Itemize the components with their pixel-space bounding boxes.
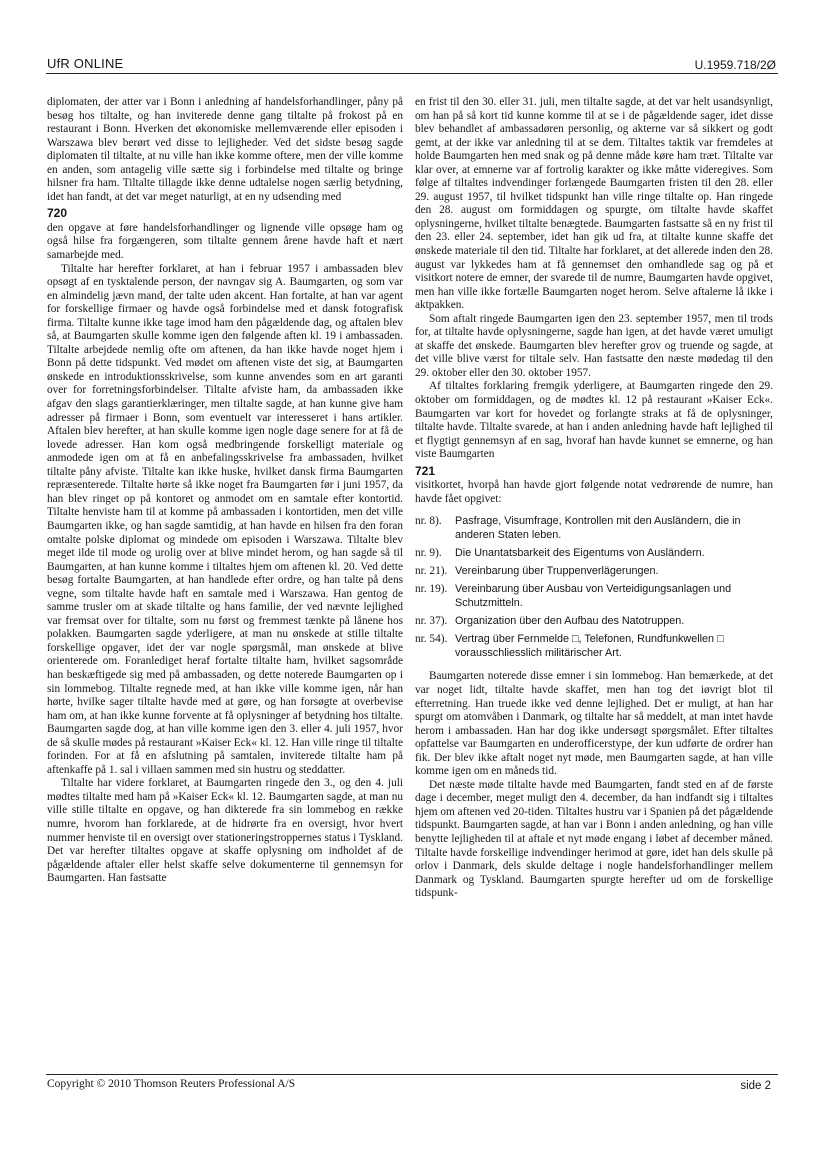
page-marker: 721 (415, 463, 436, 478)
paragraph: Af tiltaltes forklaring fremgik yderligere, at Baumgarten ringede den 29. oktober om formiddagen, og de mødtes kl. 12 på restaurant »Kaiser Eck«. Baumgarten var kort for hovedet og forlangte straks at få de oplysninger, tiltalte havde. Tiltalte svarede, at han i anden anledning havde haft lejlighed til et flygtigt gennemsyn af en sag, hvoraf han havde kunnet se emnerne, og han viste Baumgarten (415, 380, 773, 461)
paragraph: en frist til den 30. eller 31. juli, men tiltalte sagde, at det var helt usandsynligt, om han på så kort tid kunne komme til at se i de pågældende sager, idet disse blev behandlet af ambassadøren personlig, og akterne var så sikkert og godt gemt, at der ikke var anledning til at se dem. Tiltaltes taktik var fremdeles at holde Baumgarten hen med snak og på denne måde køre ham træt. Tiltalte var klar over, at emnerne var af fortrolig karakter og ikke måtte videregives. Som følge af tiltaltes indvendinger forlængede Baumgarten fristen til den 28. eller 29. august 1957, til hvilket tidspunkt han ville ringe tiltalte op. Han ringede den 28. august om formiddagen og spurgte, om tiltalte havde skaffet oplysningerne, hvilket tiltalte benægtede. Baumgarten fastsatte så en ny frist til den 23. eller 24. september, idet han gik ud fra, at tiltalte kunne skaffe det ønskede materiale til den tid. Tiltalte har forklaret, at det allerede inden den 28. august var lykkedes ham at få gennemset den omhandlede sag og på et visitkort notere de emner, der svarede til de numre, Baumgarten havde opgivet, men han ville ikke fortælle Baumgarten noget herom. Selve aftalerne lå ikke i aktpakken. (415, 96, 773, 312)
paragraph: diplomaten, der atter var i Bonn i anledning af handelsforhandlinger, påny på besøg hos tiltalte, og han inviterede denne gang tiltalte på frokost på en restaurant i Bonn. Hverken det økonomiske mellemværende eller episoden i Warszawa blev berørt ved disse to lejligheder. Ved det sidste besøg sagde diplomaten til tiltalte, at nu ville han ikke komme oftere, men der ville komme en anden, som antagelig ville sætte sig i forbindelse med tiltalte og bringe hilsner fra ham. Tiltalte tillagde ikke denne udtalelse nogen særlig betydning, idet han fandt, at det var meget naturligt, at en ny udsending med (47, 96, 403, 203)
copyright-notice: Copyright © 2010 Thomson Reuters Professional A/S (47, 1078, 296, 1090)
paragraph: Tiltalte har videre forklaret, at Baumgarten ringede den 3., og den 4. juli mødtes tiltalte med ham på »Kaiser Eck« kl. 12. Baumgarten sagde, at man nu ville stille tiltalte en opgave, og han dikterede fra sin lommebog en række numre, hvorom han forklarede, at de hidrørte fra en oversigt, hvor hvert nummer henviste til en oversigt over stationeringstroppernes status i Tyskland. Det var herefter tiltaltes opgave at skaffe oplysning om indholdet af de pågældende aftaler eller helst skaffe selve dokumenterne til gennemsyn for Baumgarten. Han fastsatte (47, 777, 403, 885)
paragraph: visitkortet, hvorpå han havde gjort følgende notat vedrørende de numre, han havde fået opgivet: (415, 479, 773, 505)
paragraph: Som aftalt ringede Baumgarten igen den 23. september 1957, men til trods for, at tiltalte havde oplysningerne, sagde han igen, at det havde været umuligt at skaffe det ønskede. Baumgarten blev herefter grov og truende og sagde, at det ville blive værst for tiltale selv. Han fastsatte den næste mødedag til den 29. oktober eller den 30. oktober 1957. (415, 312, 773, 379)
item-number: nr. 54). (415, 633, 448, 646)
item-number: nr. 37). (415, 615, 448, 628)
list-item (415, 614, 773, 628)
publication-name: UfR ONLINE (47, 56, 124, 71)
list-item (415, 514, 773, 542)
page-marker: 720 (47, 206, 68, 221)
item-text: Organization über den Aufbau des Natotruppen. (455, 615, 685, 628)
item-text: Die Unantatsbarkeit des Eigentums von Ausländern. (455, 547, 705, 560)
list-item (415, 564, 773, 578)
list-item (415, 632, 773, 660)
numbered-list (415, 514, 773, 660)
list-item (415, 582, 773, 610)
item-number: nr. 8). (415, 515, 442, 528)
item-text: Vereinbarung über Truppenverlägerungen. (455, 565, 659, 578)
right-column (415, 96, 773, 901)
footer-rule (46, 1074, 778, 1075)
item-number: nr. 19). (415, 583, 448, 596)
item-text: Vertrag über Fernmelde □, Telefonen, Rundfunkwellen □ vorausschliesslich militärischer Art. (455, 633, 724, 660)
paragraph: Det næste møde tiltalte havde med Baumgarten, fandt sted en af de første dage i december, meget muligt den 4. december, da han indfandt sig i tiltaltes hjem om aftenen ved 20-tiden. Tiltaltes hustru var i Spanien på det pågældende tidspunkt. Baumgarten sagde, at han var i Bonn i anden anledning, og han ville benytte lejligheden til at aftale et nyt møde engang i løbet af december måned. Tiltalte havde forskellige indvendinger herimod at gøre, idet han dels skulle på orlov i Danmark, dels skulde deltage i nogle handelsforhandlinger mellem Danmark og Tyskland. Baumgarten spurgte herefter ud om de forskellige tidspunk- (415, 778, 773, 900)
list-item (415, 546, 773, 560)
item-text: Vereinbarung über Ausbau von Verteidigungsanlagen und Schutzmitteln. (455, 583, 732, 610)
paragraph: den opgave at føre handelsforhandlinger og lignende ville opsøge ham og også hilse fra forgængeren, som tiltalte gennem årene havde haft et nært samarbejde med. (47, 221, 403, 262)
document-reference: U.1959.718/2Ø (694, 58, 776, 72)
page-number: side 2 (740, 1080, 771, 1092)
item-number: nr. 21). (415, 565, 448, 578)
paragraph: Tiltalte har herefter forklaret, at han i februar 1957 i ambassaden blev opsøgt af en tysktalende person, der navngav sig A. Baumgarten, og som var en almindelig jævn mand, der talte uden akcent. Han fortalte, at han var agent for forskellige firmaer og havde også forbindelse med et dansk fotografisk firma. Tiltalte kunne ikke tage imod ham den pågældende dag, og aftalen blev så, at Baumgarten skulle komme igen den følgende aften kl. 19 i ambassaden. Tiltalte arbejdede nemlig ofte om aftenen, da han ikke havde noget hjem i Bonn på dette tidspunkt. Ved mødet om aftenen viste det sig, at Baumgarten ønskede en introduktionsskrivelse, som kunne anvendes som en art garanti over for forretningsforbindelser. Tiltalte afviste ham, da ambassaden ikke afgav den slags garantierklæringer, men tiltalte sagde, at han kunne give ham adresser på firmaer i Bonn, som eventuelt var interesseret i hans artikler. Aftalen blev herefter, at han skulle komme igen nogle dage senere for at få de lovede adresser. Han kom også medbringende forskelligt materiale og anmodede igen om at få en anbefalingsskrivelse fra ambassaden, hvilket tiltalte påny afviste. Tiltalte kan ikke huske, hvilket dansk firma Baumgarten repræsenterede. Tiltalte hørte så ikke noget fra Baumgarten før i juni 1957, da han blev ringet op på kontoret og anmodet om en samtale efter kontortid. Tiltalte henviste ham til at komme på ambassaden i kontortiden, men det ville Baumgarten ikke, og han sagde samtidig, at han havde en hilsen fra den foran omtalte polske diplomat og mindede om episoden i Warszawa. Tiltalte blev meget ilde til mode og urolig over at blive mindet herom, og han sagde så til Baumgarten, at han kunne komme i tiltaltes hjem om aftenen kl. 20. Ved dette besøg fortalte Baumgarten, at han handlede efter ordre, og han talte på dens vegne, som tiltalte havde haft en samtale med i Warszawa. Han gentog de samme trusler om at skade tiltalte og hans familie, der ved nævnte lejlighed var fremsat over for tiltalte, som nu først og fremmest tænkte på lånene hos polakken. Baumgarten sagde yderligere, at man nu ønskede at stille tiltalte forskellige opgaver, idet der var nogle spørgsmål, man ønskede at blive orienterede om. Foranlediget heraf fortalte tiltalte ham, hvilket sagsområde han beskæftigede sig med på ambassaden, og dette noterede Baumgarten op i sin lommebog. Tiltalte regnede med, at han ikke ville komme igen, når han hørte, hvilke sager tiltalte havde med at gøre, og han forsøgte at overbevise ham om, at han ikke kunne forvente at få oplysninger af betydning hos tiltalte. Baumgarten sagde dog, at han ville komme igen den 3. eller 4. juli 1957, hvor de så skulle mødes på restaurant »Kaiser Eck« kl. 12. Han ville ringe til tiltalte forinden. For at få en afslutning på samtalen, inviterede tiltalte ham på aftenkaffe på 1. sal i villaen sammen med sin hustru og steddatter. (47, 262, 403, 776)
paragraph: Baumgarten noterede disse emner i sin lommebog. Han bemærkede, at det var noget lidt, tiltalte havde skaffet, men han tog det iøvrigt blot til efterretning. Han truede ikke ved denne lejlighed. Det er muligt, at han har spurgt om atomvåben i Danmark, og tiltalte har så meddelt, at man intet havde herom i ambassaden. Han har dog ikke undersøgt spørgsmålet. Efter tiltaltes opfattelse var Baumgarten en underofficerstype, der kun udførte de ordrer han fik. Der blev ikke aftalt noget nyt møde, men Baumgarten sagde, at han ville komme igen om en måneds tid. (415, 670, 773, 778)
item-number: nr. 9). (415, 547, 442, 560)
header-rule (46, 73, 778, 74)
item-text: Pasfrage, Visumfrage, Kontrollen mit den Ausländern, die in anderen Staten leben. (455, 515, 741, 542)
left-column (47, 96, 403, 886)
